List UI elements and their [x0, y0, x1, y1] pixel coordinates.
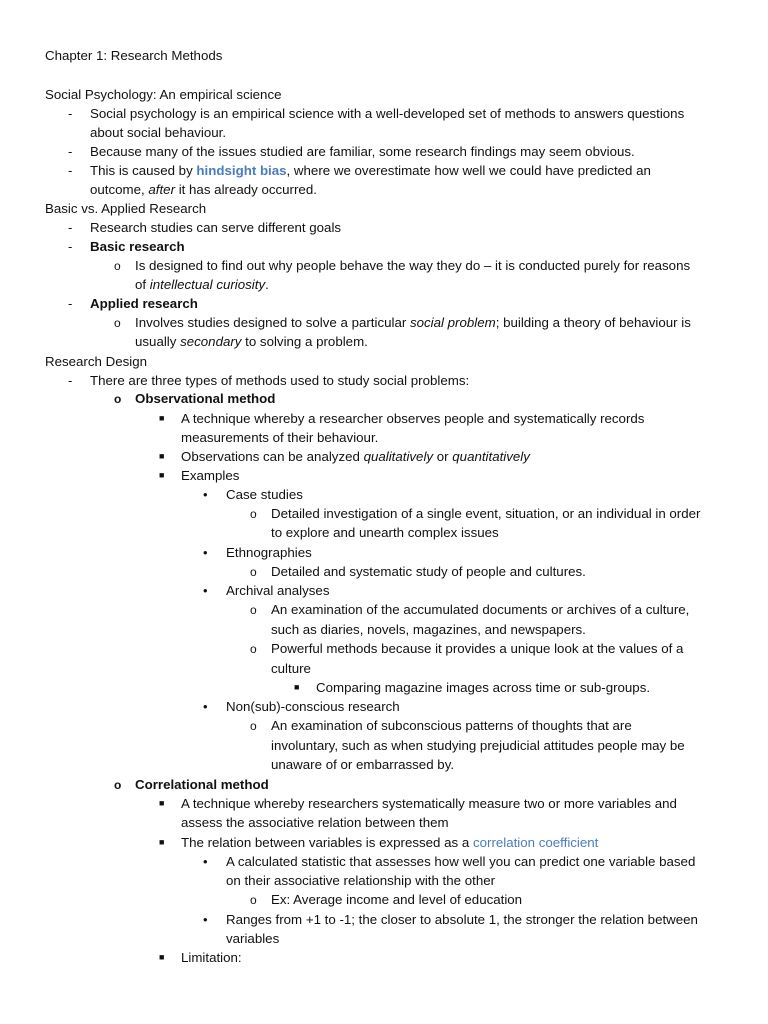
- circle-bullet: o: [114, 392, 122, 406]
- circle-bullet: o: [114, 259, 121, 273]
- dash-bullet: -: [68, 296, 73, 311]
- dash-bullet: -: [68, 106, 73, 121]
- list-item-cont: assess the associative relation between them: [181, 815, 449, 830]
- dot-bullet: •: [203, 545, 208, 560]
- list-item: A technique whereby a researcher observes people and systematically records: [181, 411, 645, 426]
- key-term: hindsight bias: [196, 163, 287, 178]
- list-item-cont: such as diaries, novels, magazines, and newspapers.: [271, 622, 586, 637]
- square-bullet: ■: [159, 798, 165, 808]
- dot-bullet: •: [203, 487, 208, 502]
- list-item: Ethnographies: [226, 545, 312, 560]
- dot-bullet: •: [203, 583, 208, 598]
- list-item-cont: unaware of or embarrassed by.: [271, 757, 455, 772]
- list-item: Comparing magazine images across time or sub-groups.: [316, 680, 651, 695]
- list-item: Applied research: [90, 296, 198, 311]
- list-item: Because many of the issues studied are familiar, some research findings may seem obvious.: [90, 144, 635, 159]
- square-bullet: ■: [159, 470, 165, 480]
- list-item: There are three types of methods used to study social problems:: [90, 373, 470, 388]
- list-item: Involves studies designed to solve a particular social problem; building a theory of behaviour is: [135, 315, 691, 330]
- list-item: Basic research: [90, 239, 185, 254]
- list-item: Detailed and systematic study of people and cultures.: [271, 564, 586, 579]
- circle-bullet: o: [114, 778, 122, 792]
- list-item: Social psychology is an empirical science with a well-developed set of methods to answers questions: [90, 106, 685, 121]
- circle-bullet: o: [250, 642, 257, 656]
- circle-bullet: o: [250, 507, 257, 521]
- key-term: correlation coefficient: [472, 835, 599, 850]
- list-item: Powerful methods because it provides a unique look at the values of a: [271, 641, 684, 656]
- circle-bullet: o: [114, 316, 121, 330]
- list-item: Observational method: [135, 391, 276, 406]
- list-item: Non(sub)-conscious research: [226, 699, 400, 714]
- dot-bullet: •: [203, 912, 208, 927]
- list-item-cont: about social behaviour.: [90, 125, 227, 140]
- dot-bullet: •: [203, 854, 208, 869]
- list-item: Is designed to find out why people behave the way they do – it is conducted purely for reasons: [135, 258, 691, 273]
- list-item: An examination of the accumulated documents or archives of a culture,: [271, 602, 690, 617]
- circle-bullet: o: [250, 893, 257, 907]
- square-bullet: ■: [159, 451, 165, 461]
- list-item-cont: variables: [226, 931, 280, 946]
- list-item: A calculated statistic that assesses how well you can predict one variable based: [226, 854, 696, 869]
- list-item-cont: usually secondary to solving a problem.: [135, 334, 368, 349]
- list-item: Observations can be analyzed qualitatively or quantitatively: [181, 449, 530, 464]
- circle-bullet: o: [250, 565, 257, 579]
- dot-bullet: •: [203, 699, 208, 714]
- list-item: Archival analyses: [226, 583, 330, 598]
- list-item: A technique whereby researchers systematically measure two or more variables and: [181, 796, 677, 811]
- list-item: An examination of subconscious patterns of thoughts that are: [271, 718, 632, 733]
- dash-bullet: -: [68, 373, 73, 388]
- dash-bullet: -: [68, 239, 73, 254]
- dash-bullet: -: [68, 220, 73, 235]
- chapter-title: Chapter 1: Research Methods: [45, 48, 223, 63]
- square-bullet: ■: [159, 413, 165, 423]
- list-item-cont: to explore and unearth complex issues: [271, 525, 499, 540]
- square-bullet: ■: [159, 837, 165, 847]
- list-item: Ex: Average income and level of education: [271, 892, 523, 907]
- list-item-cont: culture: [271, 661, 311, 676]
- list-item: Research studies can serve different goals: [90, 220, 342, 235]
- section-heading: Basic vs. Applied Research: [45, 201, 207, 216]
- list-item: This is caused by hindsight bias, where we overestimate how well we could have predicted an: [90, 163, 651, 178]
- list-item: Detailed investigation of a single event, situation, or an individual in order: [271, 506, 701, 521]
- circle-bullet: o: [250, 719, 257, 733]
- section-heading: Research Design: [45, 354, 147, 369]
- list-item-cont: outcome, after it has already occurred.: [90, 182, 317, 197]
- square-bullet: ■: [159, 952, 165, 962]
- dash-bullet: -: [68, 144, 73, 159]
- list-item: Examples: [181, 468, 240, 483]
- section-heading: Social Psychology: An empirical science: [45, 87, 282, 102]
- dash-bullet: -: [68, 163, 73, 178]
- square-bullet: ■: [294, 682, 300, 692]
- list-item: Ranges from +1 to -1; the closer to absolute 1, the stronger the relation between: [226, 912, 698, 927]
- list-item-cont: measurements of their behaviour.: [181, 430, 379, 445]
- list-item: The relation between variables is expressed as a correlation coefficient: [181, 835, 599, 850]
- list-item-cont: on their associative relationship with the other: [226, 873, 496, 888]
- list-item-cont: involuntary, such as when studying prejudicial attitudes people may be: [271, 738, 685, 753]
- list-item: Limitation:: [181, 950, 242, 965]
- circle-bullet: o: [250, 603, 257, 617]
- list-item-cont: of intellectual curiosity.: [135, 277, 269, 292]
- list-item: Correlational method: [135, 777, 269, 792]
- list-item: Case studies: [226, 487, 303, 502]
